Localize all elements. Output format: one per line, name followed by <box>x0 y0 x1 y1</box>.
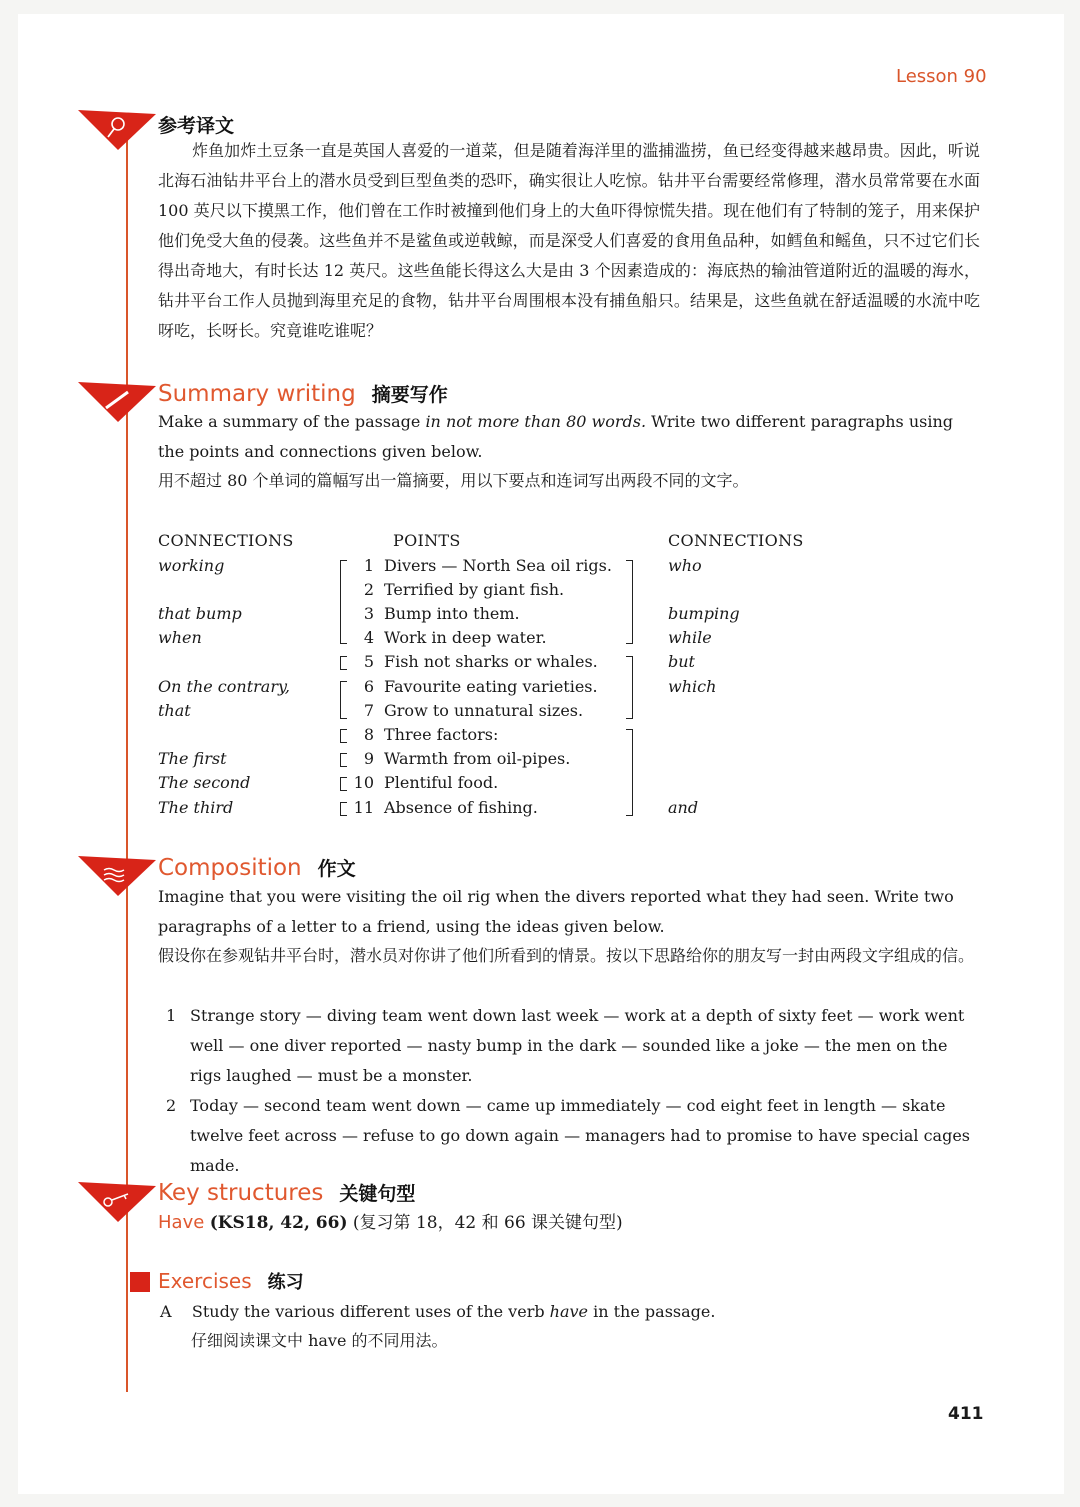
point-item: 8 Three factors: <box>363 725 499 744</box>
pencil-flag-icon <box>78 378 156 424</box>
point-item: 7 Grow to unnatural sizes. <box>363 701 584 720</box>
summary-title-en: Summary writing <box>158 381 356 407</box>
right-connection: who <box>668 556 702 575</box>
key-flag-icon <box>78 1178 156 1224</box>
point-item: 3 Bump into them. <box>363 604 520 623</box>
point-item: 5 Fish not sharks or whales. <box>363 652 598 671</box>
exercise-a: A Study the various different uses of the verb have in the passage. <box>160 1302 716 1321</box>
composition-heading <box>158 854 356 881</box>
left-bracket <box>340 753 347 767</box>
right-connections-header: CONNECTIONS <box>668 531 804 550</box>
left-bracket <box>340 681 347 719</box>
key-structures-subtitle: Have (KS18, 42, 66) (复习第 18，42 和 66 课关键句型) <box>158 1212 623 1233</box>
left-connection: On the contrary, <box>158 677 290 696</box>
left-connection: The second <box>158 773 251 792</box>
left-connection: that bump <box>158 604 242 623</box>
point-item: 2 Terrified by giant fish. <box>363 580 565 599</box>
lesson-label: Lesson 90 <box>896 66 987 87</box>
right-connection: bumping <box>668 604 740 623</box>
exercise-a-zh: 仔细阅读课文中 have 的不同用法。 <box>191 1331 448 1350</box>
right-connection: and <box>668 798 699 817</box>
left-bracket <box>340 729 347 743</box>
exercises-title-zh: 练习 <box>267 1272 304 1293</box>
translation-title: 参考译文 <box>158 115 235 137</box>
key-structures-heading <box>158 1179 415 1206</box>
point-item: 9 Warmth from oil-pipes. <box>363 749 571 768</box>
summary-instruction-zh: 用不超过 80 个单词的篇幅写出一篇摘要，用以下要点和连词写出两段不同的文字。 <box>158 471 749 490</box>
right-connection: while <box>668 628 712 647</box>
exercises-heading <box>158 1268 304 1294</box>
point-item: 4 Work in deep water. <box>363 628 547 647</box>
point-item: 10 Plentiful food. <box>353 773 499 792</box>
points-header: POINTS <box>393 531 461 550</box>
page-number: 411 <box>948 1404 984 1424</box>
exercises-title-en: Exercises <box>158 1269 252 1293</box>
key-structures-title-en: Key structures <box>158 1180 324 1206</box>
left-bracket <box>340 777 347 791</box>
right-bracket <box>626 729 633 816</box>
right-bracket <box>626 560 633 644</box>
magnifier-flag-icon <box>78 106 156 152</box>
right-bracket <box>626 656 633 719</box>
left-connections-header: CONNECTIONS <box>158 531 294 550</box>
left-connection: that <box>158 701 191 720</box>
summary-title-zh: 摘要写作 <box>371 384 448 406</box>
translation-text: 炸鱼加炸土豆条一直是英国人喜爱的一道菜，但是随着海洋里的滥捕滥捞，鱼已经变得越来越昂贵。因此，听说北海石油钻井平台上的潜水员受到巨型鱼类的恐吓，确实很让人吃惊。钻井平台需要经常修理，潜水员常常要在水面 100 英尺以下摸黑工作，他们曾在工作时被撞到他们身上的大鱼吓得惊慌失措。现在他们有了特制的笼子，用来保护他们免受大鱼的侵袭。这些鱼并不是鲨鱼或逆戟鲸，而是深受人们喜爱的食用鱼品种，如鳕鱼和鳐鱼，只不过它们长得出奇地大，有时长达 12 英尺。这些鱼能长得这么大是由 3 个因素造成的：海底热的输油管道附近的温暖的海水，钻井平台工作人员抛到海里充足的食物，钻井平台周围根本没有捕鱼船只。结果是，这些鱼就在舒适温暖的水流中吃呀吃，长呀长。究竟谁吃谁呢？ <box>158 141 980 340</box>
left-bracket <box>340 656 347 670</box>
composition-title-zh: 作文 <box>317 858 356 880</box>
summary-heading <box>158 380 448 407</box>
summary-instruction: Make a summary of the passage in not more than 80 words. Write two different paragraphs using the points and connections given below. <box>158 412 953 461</box>
point-item: 11 Absence of fishing. <box>353 798 538 817</box>
point-item: 1 Divers — North Sea oil rigs. <box>363 556 612 575</box>
left-connection: when <box>158 628 202 647</box>
right-connection: which <box>668 677 717 696</box>
key-structures-title-zh: 关键句型 <box>339 1183 416 1205</box>
composition-title-en: Composition <box>158 855 302 881</box>
composition-item: 1 Strange story — diving team went down last week — work at a depth of sixty feet — work went well — one diver reported — nasty bump in the dark — sounded like a joke — the men on the rigs laughed — must be a monster. <box>166 1006 965 1085</box>
composition-instruction: Imagine that you were visiting the oil rig when the divers reported what they had seen. Write two paragraphs of a letter to a friend, using the ideas given below. <box>158 887 954 936</box>
composition-instruction-zh: 假设你在参观钻井平台时，潜水员对你讲了他们所看到的情景。按以下思路给你的朋友写一封由两段文字组成的信。 <box>158 946 975 965</box>
left-bracket <box>340 560 347 644</box>
right-connection: but <box>668 652 695 671</box>
left-connection: working <box>158 556 225 575</box>
point-item: 6 Favourite eating varieties. <box>363 677 598 696</box>
composition-item: 2 Today — second team went down — came up immediately — cod eight feet in length — skate twelve feet across — refuse to go down again — managers had to promise to have special cages made. <box>166 1096 971 1175</box>
left-bracket <box>340 802 347 816</box>
left-connection: The third <box>158 798 234 817</box>
left-connection: The first <box>158 749 227 768</box>
waves-flag-icon <box>78 852 156 898</box>
exercise-square-icon <box>130 1272 150 1292</box>
